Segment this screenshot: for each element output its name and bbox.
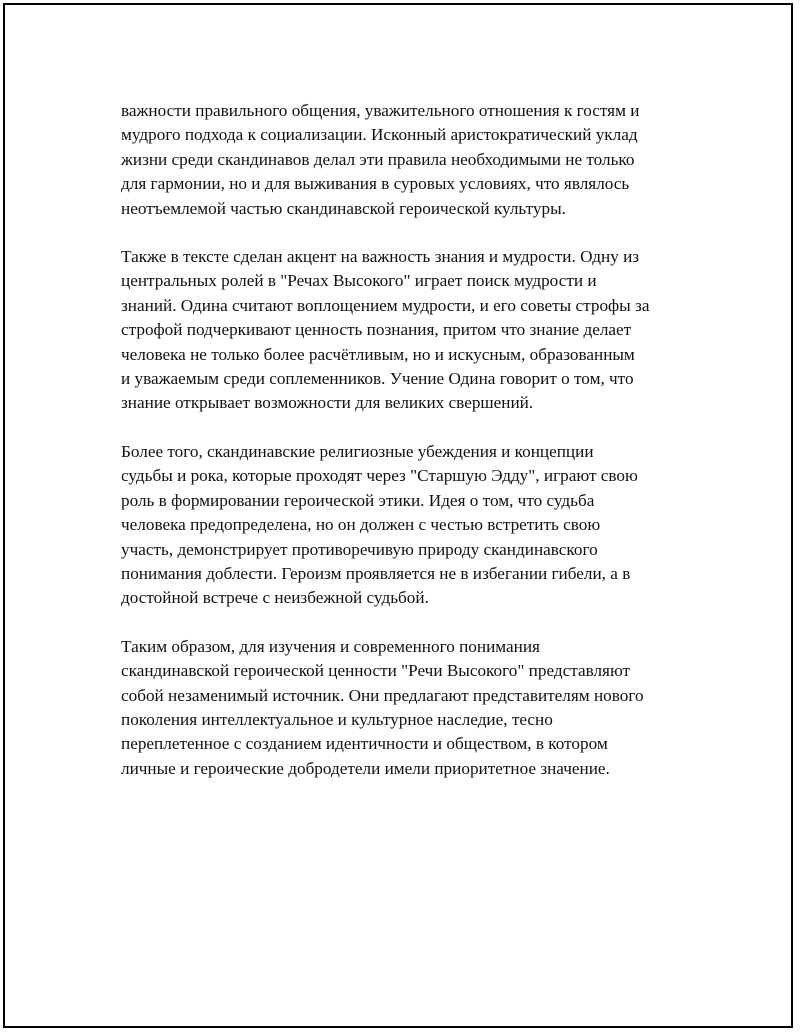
text-line: переплетенное с созданием идентичности и обществом, в котором xyxy=(121,734,608,754)
text-line: центральных ролей в "Речах Высокого" играет поиск мудрости и xyxy=(121,271,597,291)
text-line: скандинавской героической ценности "Речи Высокого" представляют xyxy=(121,661,631,681)
text-line: личные и героические добродетели имели приоритетное значение. xyxy=(121,758,610,778)
text-line: мудрого подхода к социализации. Исконный аристократический уклад xyxy=(121,125,638,145)
document-body xyxy=(121,99,691,805)
text-line: жизни среди скандинавов делал эти правила необходимыми не только xyxy=(121,149,635,169)
text-line: знаний. Одина считают воплощением мудрости, и его советы строфы за xyxy=(121,295,650,315)
text-line: роль в формировании героической этики. Идея о том, что судьба xyxy=(121,490,595,510)
paragraph xyxy=(121,99,691,221)
text-line: участь, демонстрирует противоречивую природу скандинавского xyxy=(121,539,598,559)
text-line: Также в тексте сделан акцент на важность знания и мудрости. Одну из xyxy=(121,247,640,267)
paragraph xyxy=(121,440,691,611)
text-line: Таким образом, для изучения и современного понимания xyxy=(121,636,540,656)
text-line: знание открывает возможности для великих свершений. xyxy=(121,393,534,413)
text-line: понимания доблести. Героизм проявляется не в избегании гибели, а в xyxy=(121,563,631,583)
text-line: поколения интеллектуальное и культурное наследие, тесно xyxy=(121,709,553,729)
paragraph xyxy=(121,635,691,781)
paragraph xyxy=(121,245,691,416)
text-line: человека не только более расчётливым, но и искусным, образованным xyxy=(121,344,635,364)
text-line: неотъемлемой частью скандинавской героической культуры. xyxy=(121,198,566,218)
text-line: строфой подчеркивают ценность познания, притом что знание делает xyxy=(121,320,632,340)
text-line: и уважаемым среди соплеменников. Учение Одина говорит о том, что xyxy=(121,369,634,389)
text-line: для гармонии, но и для выживания в суровых условиях, что являлось xyxy=(121,174,630,194)
text-line: собой незаменимый источник. Они предлагают представителям нового xyxy=(121,685,644,705)
document-page xyxy=(3,3,793,1028)
text-line: Более того, скандинавские религиозные убеждения и концепции xyxy=(121,441,594,461)
text-line: человека предопределена, но он должен с честью встретить свою xyxy=(121,515,601,535)
text-line: судьбы и рока, которые проходят через "Старшую Эдду", играют свою xyxy=(121,466,638,486)
text-line: важности правильного общения, уважительного отношения к гостям и xyxy=(121,101,640,120)
text-line: достойной встрече с неизбежной судьбой. xyxy=(121,588,429,608)
